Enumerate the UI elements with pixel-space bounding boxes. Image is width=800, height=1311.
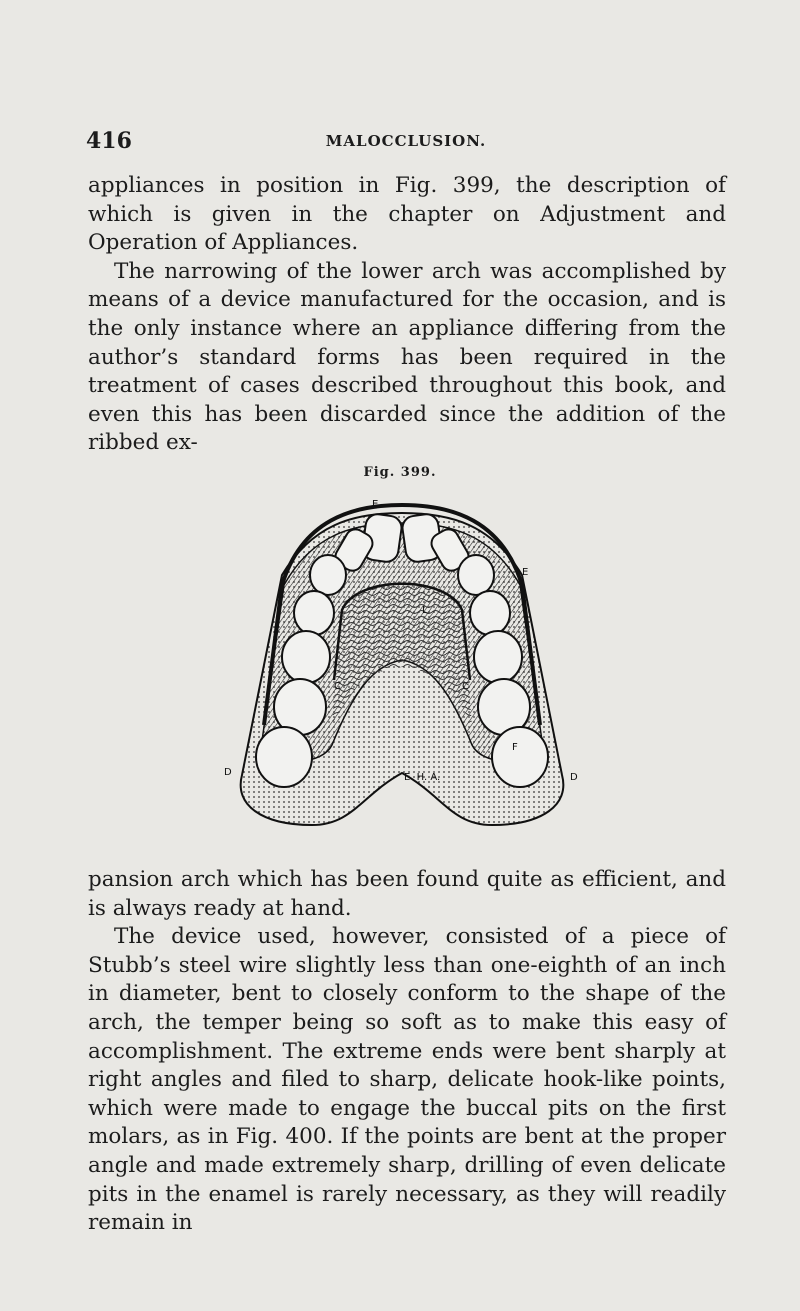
page-header: [86, 128, 726, 160]
label-e-top: E: [372, 499, 379, 510]
label-l: L: [422, 605, 428, 616]
paragraph-continued: pansion arch which has been found quite as efficient, and is always ready at hand.: [88, 867, 726, 921]
running-head: MALOCCLUSION.: [325, 132, 487, 150]
label-f: F: [512, 742, 518, 753]
paragraph-continued: appliances in position in Fig. 399, the description of which is given in the chapter on Adjustment and Operation of Appliances.: [88, 173, 726, 256]
page-number: 416: [86, 128, 132, 154]
label-eha: E. H. A.: [404, 772, 441, 783]
figure-caption: Fig. 399.: [363, 465, 437, 480]
text-block-top: [88, 172, 726, 458]
paragraph: The narrowing of the lower arch was accomplished by means of a device manufactured for the occasion, and is the only instance where an appliance differing from the author’s standard forms has been required in the treatment of cases described throughout this book, and even this has been discarded since the addition of the ribbed ex-: [88, 258, 726, 456]
paragraph: The device used, however, consisted of a piece of Stubb’s steel wire slightly less than one-eighth of an inch in diameter, bent to closely conform to the shape of the arch, the temper being so soft as to make this easy of accomplishment. The extreme ends were bent sharply at right angles and filed to sharp, delicate hook-like points, which were made to engage the buccal pits on the first molars, as in Fig. 400. If the points are bent at the proper angle and made extremely sharp, drilling of even delicate pits in the enamel is rarely necessary, as they will readily remain in: [88, 924, 726, 1236]
label-e-right: E: [522, 567, 529, 578]
text-block-bottom: [88, 866, 726, 1238]
label-c-left: C: [334, 681, 341, 692]
label-d-left: D: [224, 767, 232, 778]
label-c-right: C: [462, 681, 469, 692]
dental-arch-illustration: [222, 495, 582, 835]
label-d-right: D: [570, 772, 578, 783]
